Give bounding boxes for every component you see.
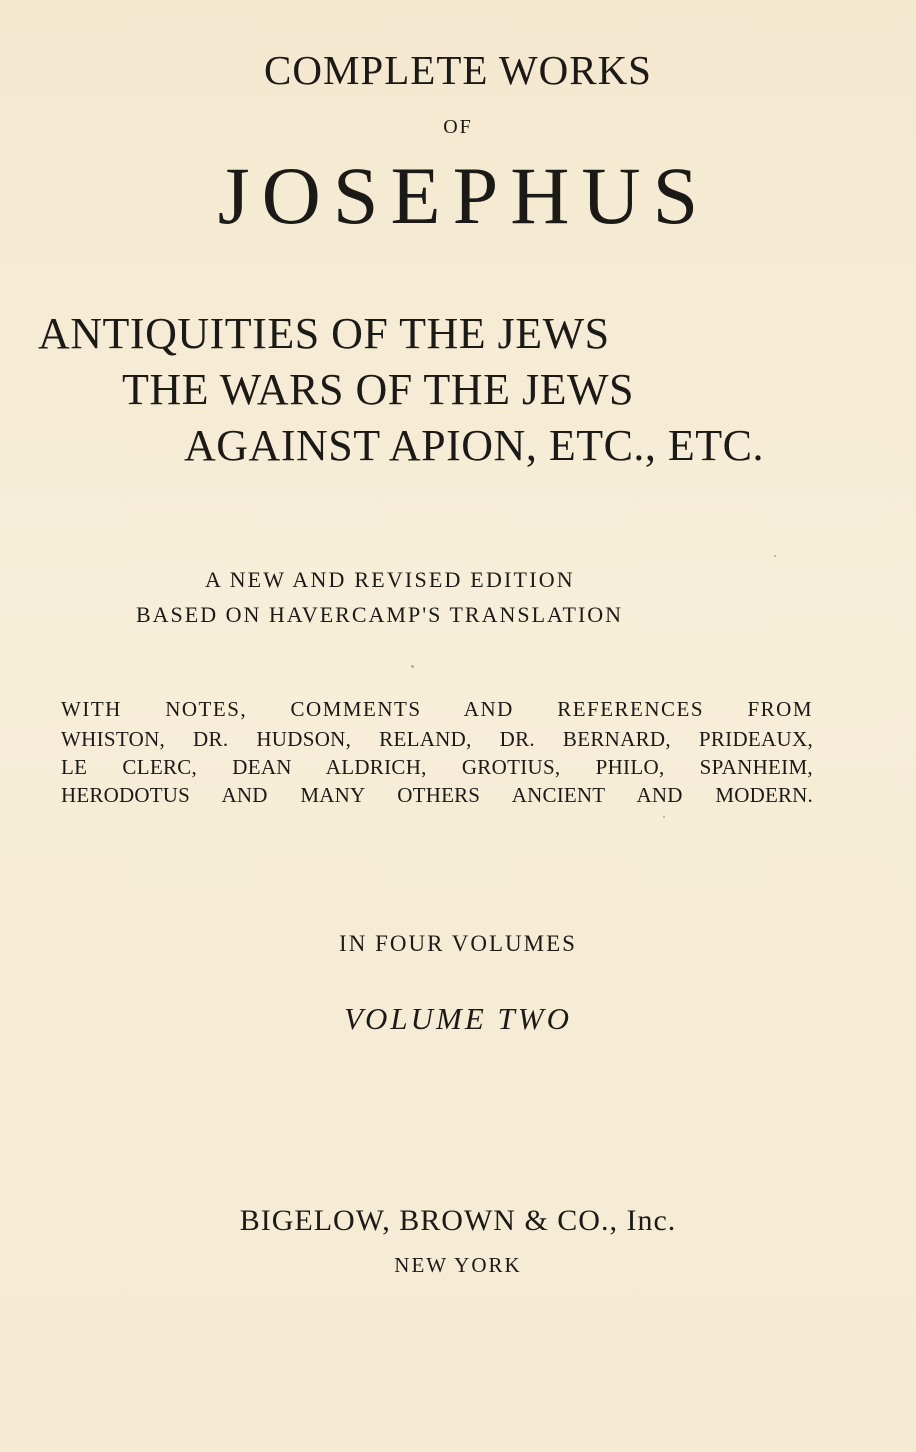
title-line-of: OF [443, 116, 473, 138]
paper-speck [774, 555, 776, 557]
title-author-josephus: JOSEPHUS [217, 150, 711, 241]
edition-line-2: BASED ON HAVERCAMP'S TRANSLATION [136, 602, 624, 627]
notes-line-2: WHISTON, DR. HUDSON, RELAND, DR. BERNARD, PRIDEAUX, [61, 727, 813, 751]
publisher-city: NEW YORK [394, 1253, 522, 1277]
notes-line-4: HERODOTUS AND MANY OTHERS ANCIENT AND MODERN. [61, 783, 813, 807]
volume-current: VOLUME TWO [344, 1001, 572, 1036]
edition-line-1: A NEW AND REVISED EDITION [205, 567, 575, 592]
notes-line-1: WITH NOTES, COMMENTS AND REFERENCES FROM [61, 697, 813, 721]
contents-against-apion: AGAINST APION, ETC., ETC. [184, 421, 765, 470]
publisher-name: BIGELOW, BROWN & CO., Inc. [239, 1204, 677, 1237]
title-line-complete-works: COMPLETE WORKS [264, 47, 652, 93]
notes-line-3: LE CLERC, DEAN ALDRICH, GROTIUS, PHILO, SPANHEIM, [61, 755, 813, 779]
volume-count: IN FOUR VOLUMES [339, 931, 577, 956]
contents-antiquities: ANTIQUITIES OF THE JEWS [38, 309, 610, 358]
paper-speck [411, 665, 414, 668]
contents-wars: THE WARS OF THE JEWS [122, 365, 634, 414]
paper-speck [663, 816, 665, 818]
